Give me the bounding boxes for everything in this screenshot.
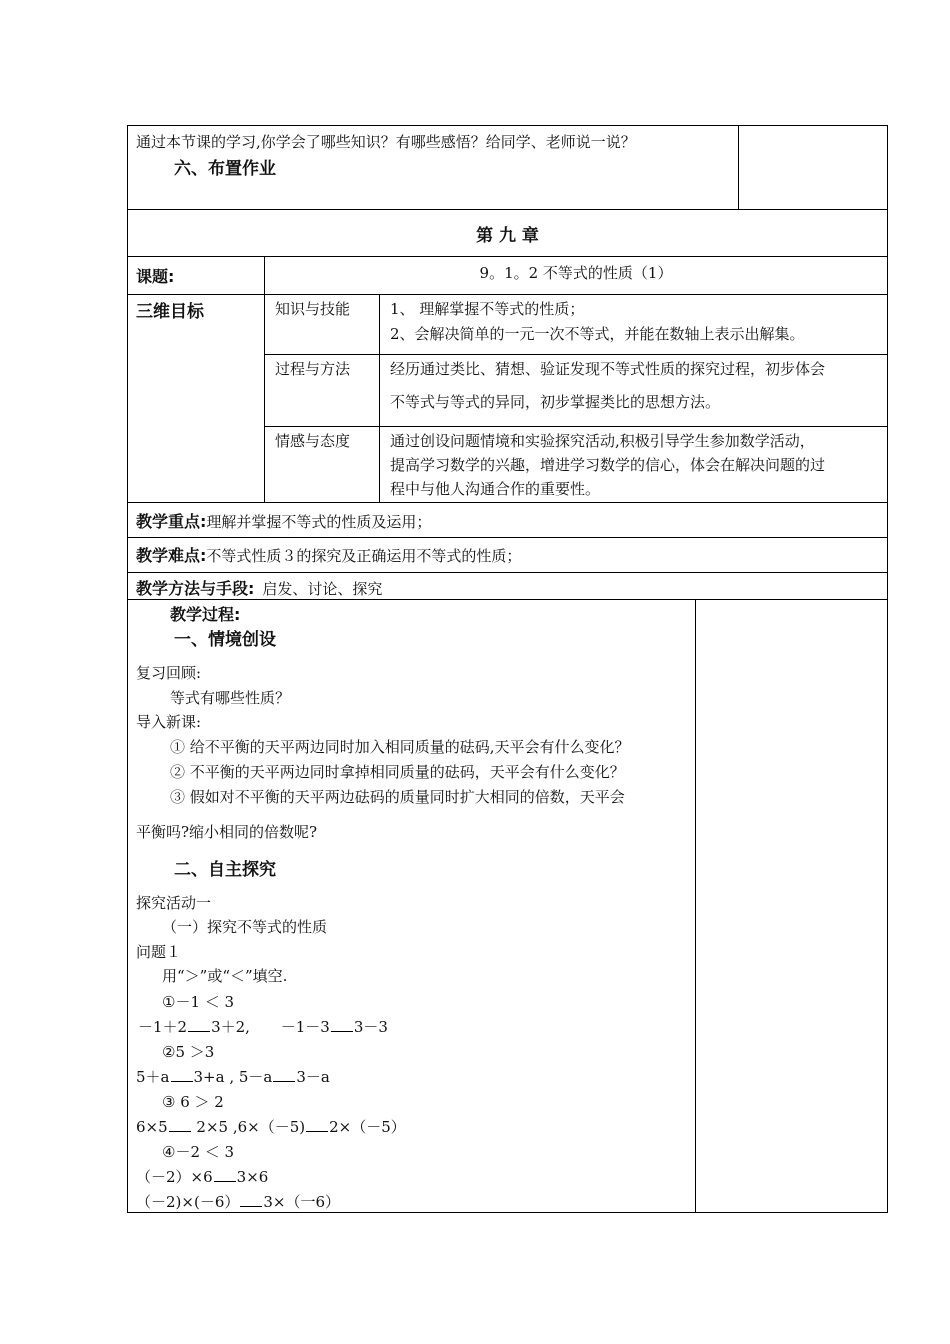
intro-item-3: ③ 假如对不平衡的天平两边砝码的质量同时扩大相同的倍数，天平会 xyxy=(170,788,625,806)
method-label: 教学方法与手段: xyxy=(136,579,255,598)
sub-heading: （一）探究不等式的性质 xyxy=(162,918,328,936)
e4b-left: （－2)×(－6） xyxy=(136,1193,240,1211)
key-point-label: 教学重点: xyxy=(136,512,207,531)
blank-1 xyxy=(188,1017,210,1032)
summary-prompt: 通过本节课的学习,你学会了哪些知识？有哪些感悟？给同学、老师说一说？ xyxy=(136,133,636,151)
knowledge-line-1: 1、 理解掌握不等式的性质； xyxy=(390,300,585,318)
homework-heading: 六、布置作业 xyxy=(174,159,276,179)
topic-value-cell xyxy=(265,257,888,295)
e2b-right: 3－a xyxy=(296,1068,330,1086)
blank-7 xyxy=(214,1167,236,1182)
heading-explore: 二、自主探究 xyxy=(174,860,276,880)
process-content-cell xyxy=(380,355,888,427)
review-question: 等式有哪些性质？ xyxy=(170,689,291,707)
activity-label: 探究活动一 xyxy=(136,894,212,912)
difficulty-cell xyxy=(128,538,888,573)
e1b-left: －1－3 xyxy=(280,1018,330,1036)
emotion-line-2: 提高学习数学的兴趣，增进学习数学的信心，体会在解决问题的过 xyxy=(390,456,826,474)
goals-label: 三维目标 xyxy=(136,302,204,322)
example-4-row-1 xyxy=(136,1166,268,1187)
blank-5 xyxy=(169,1117,191,1132)
blank-4 xyxy=(273,1067,295,1082)
example-1: ①－1 ＜ 3 xyxy=(162,993,235,1011)
method-cell xyxy=(128,573,888,600)
instruction: 用“＞”或“＜”填空. xyxy=(162,967,288,985)
chapter-cell xyxy=(128,210,888,257)
topic-value: 9。1。2 不等式的性质（1） xyxy=(479,264,673,282)
e3b-right: 2×（－5） xyxy=(329,1118,406,1136)
blank-3 xyxy=(171,1067,193,1082)
top-main-cell xyxy=(128,126,739,210)
emotion-line-3: 程中与他人沟通合作的重要性。 xyxy=(390,480,601,498)
process-main-cell xyxy=(128,600,696,1213)
example-2-row xyxy=(136,1066,330,1087)
intro-label: 导入新课: xyxy=(136,713,202,731)
process-line-1: 经历通过类比、猜想、验证发现不等式性质的探究过程，初步体会 xyxy=(390,360,826,378)
method-value: 启发、讨论、探究 xyxy=(262,580,383,598)
blank-2 xyxy=(331,1017,353,1032)
e4a-left: （－2）×6 xyxy=(136,1168,213,1186)
e1a-right: 3＋2, xyxy=(211,1018,250,1036)
e1b-right: 3－3 xyxy=(353,1018,388,1036)
process-title: 教学过程: xyxy=(170,605,241,624)
knowledge-label-cell xyxy=(265,295,380,355)
e4b-right: 3×（一6） xyxy=(263,1193,341,1211)
example-3-row xyxy=(136,1116,406,1137)
key-point-value: 理解并掌握不等式的性质及运用； xyxy=(206,513,432,531)
example-2: ②5 ＞3 xyxy=(162,1043,215,1061)
process-line-2: 不等式与等式的异同，初步掌握类比的思想方法。 xyxy=(390,393,721,411)
topic-label-cell xyxy=(128,257,265,295)
emotion-label-cell xyxy=(265,427,380,503)
emotion-content-cell xyxy=(380,427,888,503)
topic-label: 课题: xyxy=(136,267,175,286)
emotion-label: 情感与态度 xyxy=(275,432,351,450)
intro-item-1: ① 给不平衡的天平两边同时加入相同质量的砝码,天平会有什么变化？ xyxy=(170,738,630,756)
top-side-cell xyxy=(739,126,888,210)
knowledge-label: 知识与技能 xyxy=(275,300,351,318)
difficulty-value: 不等式性质３的探究及正确运用不等式的性质； xyxy=(206,547,522,565)
process-label-cell xyxy=(265,355,380,427)
problem-label: 问题１ xyxy=(136,943,182,961)
blank-6 xyxy=(306,1117,328,1132)
e2b-left: 5－a xyxy=(238,1068,273,1086)
e2a-left: 5＋a xyxy=(136,1068,170,1086)
example-4: ④－2 ＜ 3 xyxy=(162,1143,235,1161)
example-3: ③ 6 ＞ 2 xyxy=(162,1093,224,1111)
intro-item-2: ② 不平衡的天平两边同时拿掉相同质量的砝码，天平会有什么变化？ xyxy=(170,763,625,781)
process-label: 过程与方法 xyxy=(275,360,351,378)
emotion-line-1: 通过创设问题情境和实验探究活动,积极引导学生参加数学活动， xyxy=(390,432,815,450)
e3b-left: 6×（－5) xyxy=(237,1118,306,1136)
goals-label-cell xyxy=(128,295,265,503)
key-point-cell xyxy=(128,503,888,538)
e1a-left: －1＋2 xyxy=(138,1018,188,1036)
top-table xyxy=(127,125,888,210)
knowledge-line-2: 2、会解决简单的一元一次不等式，并能在数轴上表示出解集。 xyxy=(390,325,805,343)
e3a-left: 6×5 xyxy=(136,1118,168,1136)
e2a-right: 3+a , xyxy=(193,1068,235,1086)
lesson-table xyxy=(127,209,888,1213)
difficulty-label: 教学难点: xyxy=(136,546,207,565)
e4a-right: 3×6 xyxy=(236,1168,269,1186)
e3a-right: 2×5 , xyxy=(191,1118,238,1136)
blank-8 xyxy=(240,1192,262,1207)
chapter-title: 第 九 章 xyxy=(476,225,539,246)
heading-situation: 一、情境创设 xyxy=(174,630,276,650)
example-4-row-2 xyxy=(136,1191,340,1212)
knowledge-content-cell xyxy=(380,295,888,355)
review-label: 复习回顾: xyxy=(136,664,202,682)
process-side-cell xyxy=(696,600,888,1213)
intro-continuation: 平衡吗?缩小相同的倍数呢? xyxy=(136,823,318,841)
example-1-row xyxy=(138,1016,388,1037)
